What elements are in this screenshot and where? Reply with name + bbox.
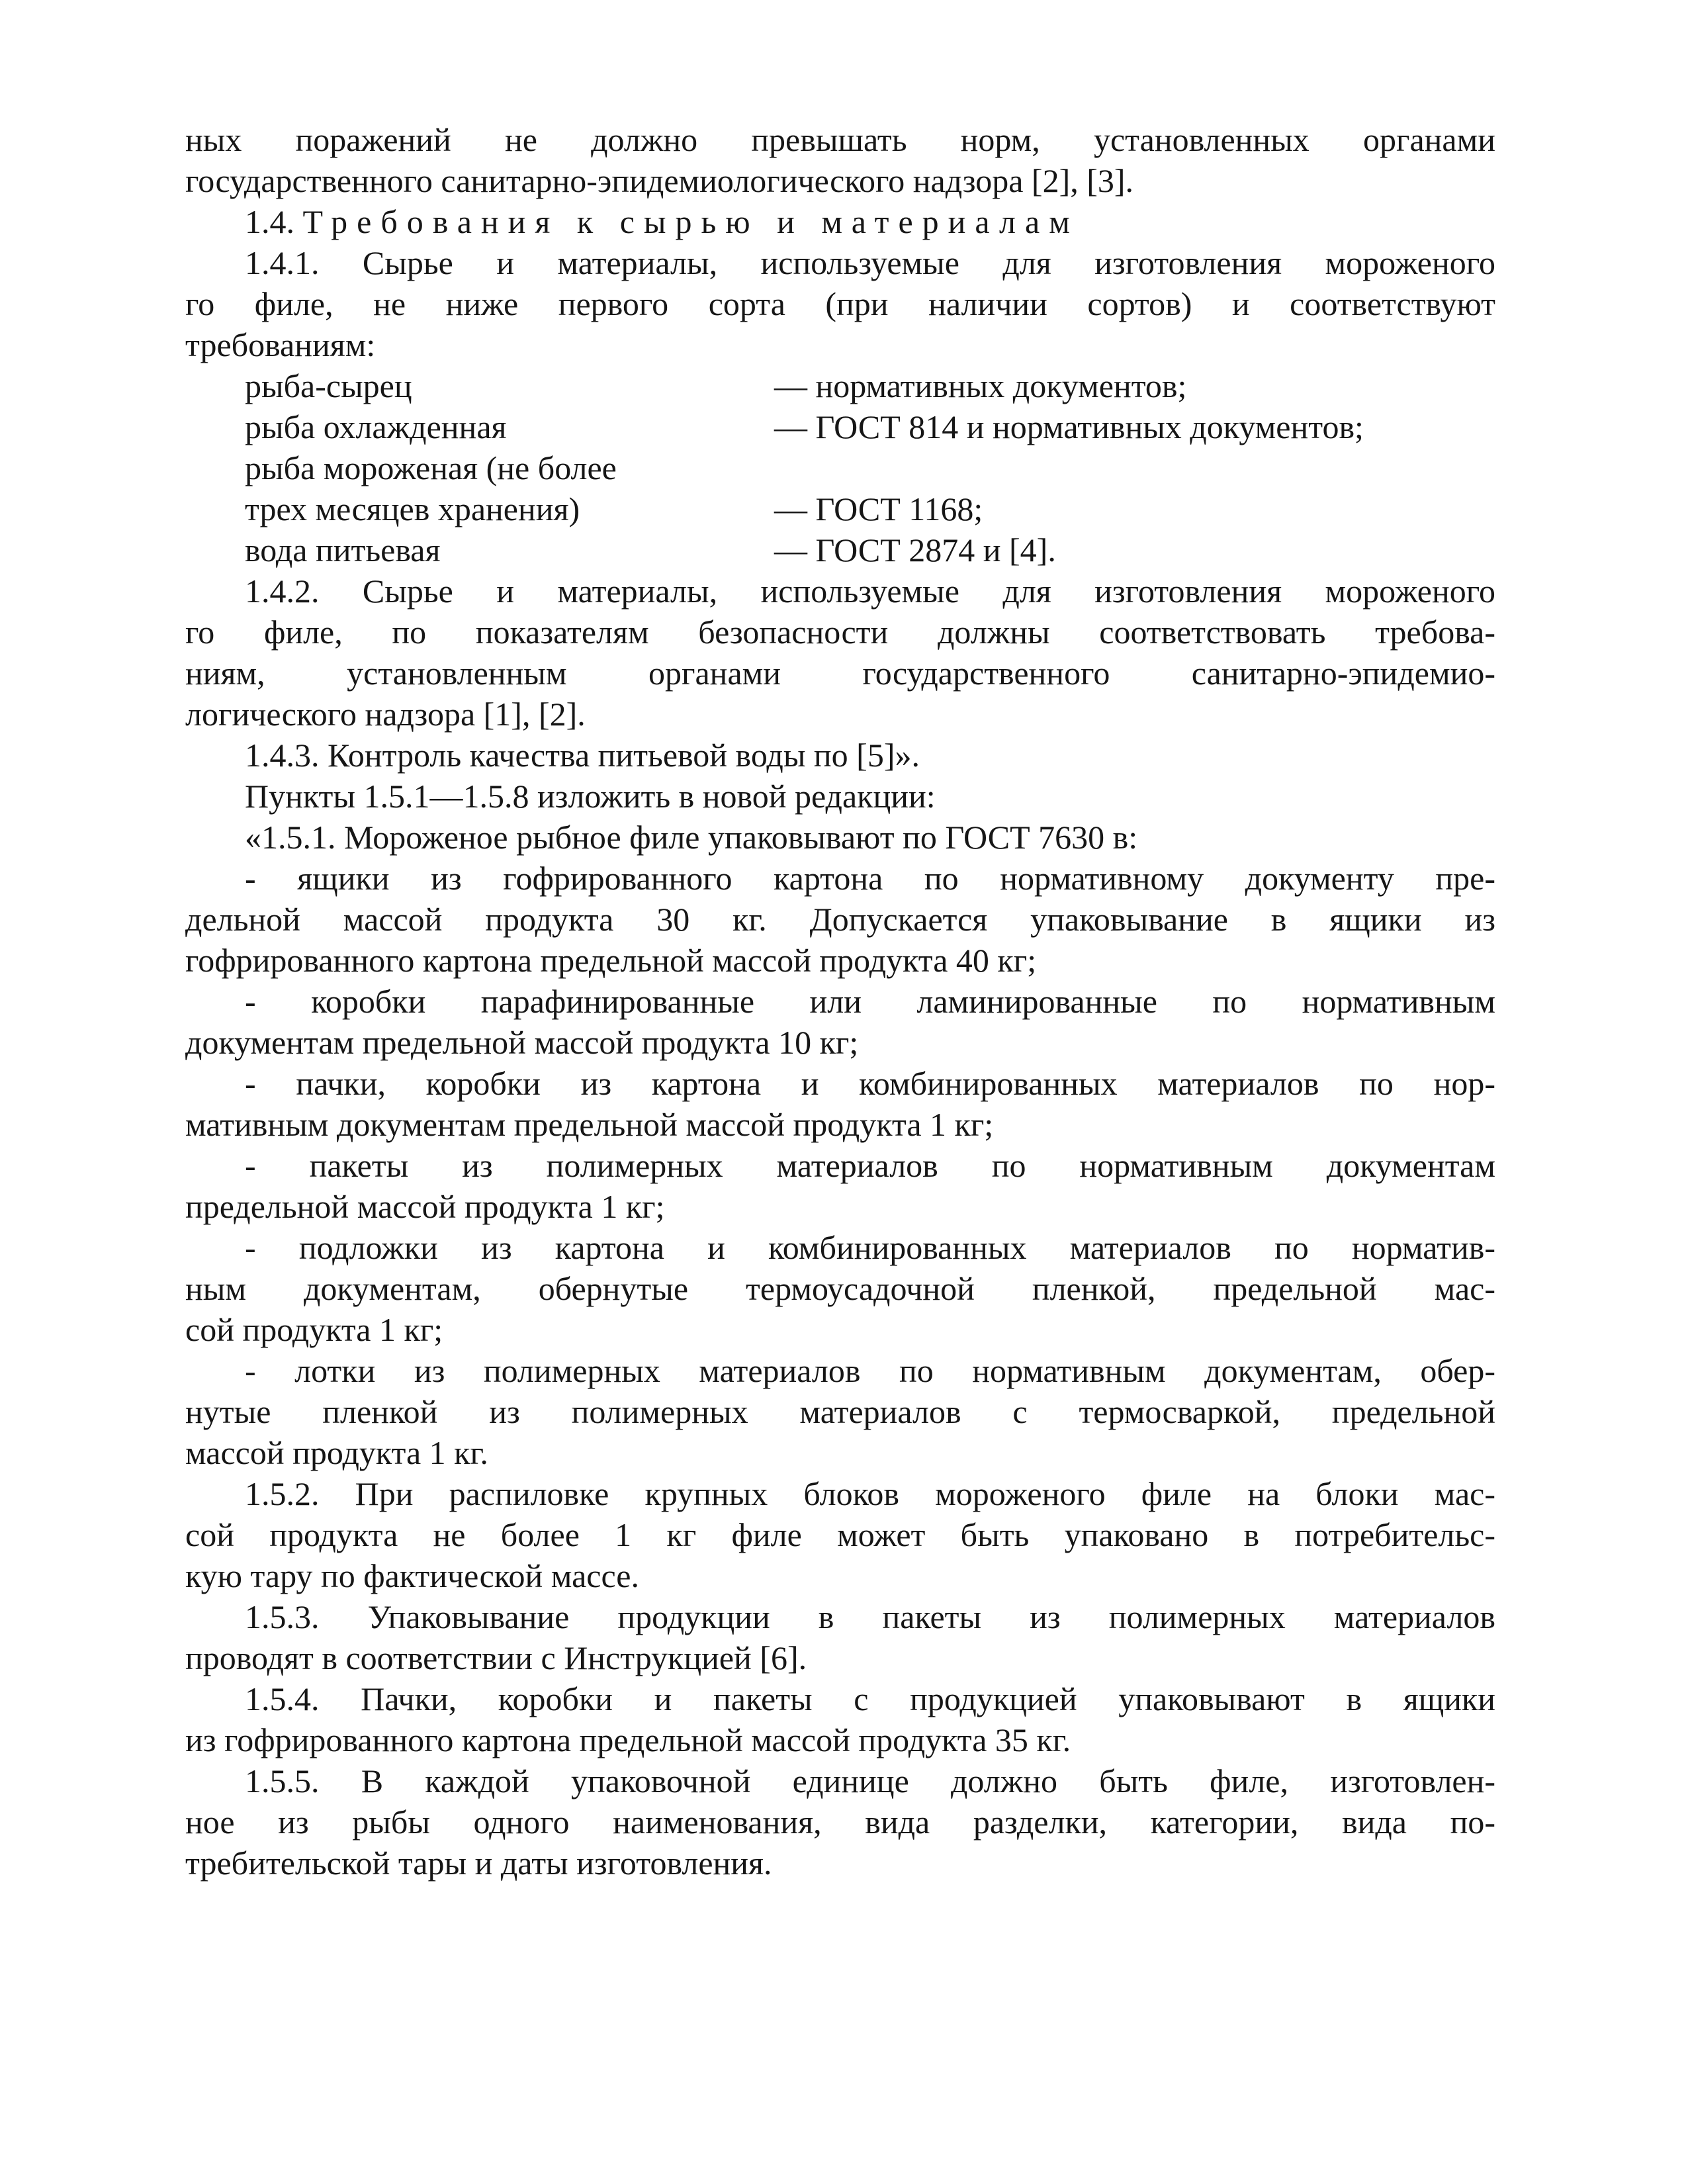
requirement-row — [245, 406, 1364, 447]
bullet-trays-polymer — [185, 1350, 1495, 1391]
requirement-name: рыба охлажденная — [245, 408, 507, 445]
paragraph-1-5-1: «1.5.1. Мороженое рыбное филе упаковывают по ГОСТ 7630 в: — [245, 819, 1138, 856]
paragraph-points: Пункты 1.5.1—1.5.8 изложить в новой редакции: — [245, 778, 936, 815]
paragraph-intro — [185, 119, 1495, 201]
requirement-name: рыба мороженая (не более — [245, 449, 617, 486]
requirement-value: — нормативных документов; — [774, 367, 1187, 404]
bullet-boxes — [185, 858, 1495, 899]
text-line: сой продукта не более 1 кг филе может быть упаковано в потребительс- — [185, 1516, 1495, 1553]
paragraph-1-4-3: 1.4.3. Контроль качества питьевой воды по [5]». — [245, 737, 920, 774]
text-line: массой продукта 1 кг. — [185, 1434, 488, 1471]
bullet-trays-cardboard-cont — [185, 1268, 1495, 1350]
requirements-table — [245, 365, 1364, 570]
paragraph-1-5-3 — [185, 1596, 1495, 1637]
bullet-bags-cont — [185, 1186, 1495, 1227]
text-line: из гофрированного картона предельной массой продукта 35 кг. — [185, 1721, 1071, 1758]
bullet-bags — [185, 1145, 1495, 1186]
text-line: 1.4.1. Сырье и материалы, используемые для изготовления мороженого — [245, 244, 1495, 281]
text-line: дельной массой продукта 30 кг. Допускается упаковывание в ящики из — [185, 901, 1495, 938]
requirement-name: вода питьевая — [245, 531, 441, 569]
text-line: кую тару по фактической массе. — [185, 1557, 639, 1594]
text-line: - ящики из гофрированного картона по нормативному документу пре- — [245, 860, 1495, 897]
text-line: проводят в соответствии с Инструкцией [6]. — [185, 1639, 807, 1676]
text-line: - пакеты из полимерных материалов по нормативным документам — [245, 1147, 1495, 1184]
paragraph-1-4-2-cont — [185, 612, 1495, 735]
text-line: нутые пленкой из полимерных материалов с термосваркой, предельной — [185, 1393, 1495, 1430]
requirement-value: — ГОСТ 1168; — [774, 490, 983, 527]
text-line: 1.5.2. При распиловке крупных блоков мороженого филе на блоки мас- — [245, 1475, 1495, 1512]
requirement-value-empty — [774, 447, 1364, 488]
text-line: требительской тары и даты изготовления. — [185, 1844, 772, 1882]
bullet-cartons-cont — [185, 1022, 1495, 1063]
text-line: - коробки парафинированные или ламинированные по нормативным — [245, 983, 1495, 1020]
bullet-trays-cardboard — [185, 1227, 1495, 1268]
paragraph-1-5-5-cont — [185, 1801, 1495, 1884]
text-line: го филе, по показателям безопасности должны соответствовать требова- — [185, 614, 1495, 651]
text-line: гофрированного картона предельной массой продукта 40 кг; — [185, 942, 1037, 979]
paragraph-1-4-1 — [185, 242, 1495, 283]
text-line: - пачки, коробки из картона и комбинированных материалов по нор- — [245, 1065, 1495, 1102]
text-line: 1.5.3. Упаковывание продукции в пакеты из полимерных материалов — [245, 1598, 1495, 1635]
text-line: требованиям: — [185, 326, 376, 363]
text-line: сой продукта 1 кг; — [185, 1311, 443, 1348]
text-line: - лотки из полимерных материалов по нормативным документам, обер- — [245, 1352, 1495, 1389]
text-line: ных поражений не должно превышать норм, установленных органами — [185, 121, 1495, 158]
requirement-name: рыба-сырец — [245, 367, 412, 404]
requirement-value: — ГОСТ 2874 и [4]. — [774, 531, 1056, 569]
text-line: го филе, не ниже первого сорта (при наличии сортов) и соответствуют — [185, 285, 1495, 322]
requirement-row — [245, 529, 1364, 570]
text-line: - подложки из картона и комбинированных материалов по норматив- — [245, 1229, 1495, 1266]
requirement-name: трех месяцев хранения) — [245, 490, 580, 527]
requirement-row — [245, 447, 1364, 488]
text-line: 1.4.2. Сырье и материалы, используемые для изготовления мороженого — [245, 572, 1495, 610]
bullet-trays-polymer-cont — [185, 1391, 1495, 1473]
section-title: Требования к сырью и материалам — [302, 203, 1079, 240]
text-line: государственного санитарно-эпидемиологического надзора [2], [3]. — [185, 162, 1134, 199]
paragraph-1-5-4-cont — [185, 1719, 1495, 1760]
bullet-boxes-cont — [185, 899, 1495, 981]
text-line: ное из рыбы одного наименования, вида разделки, категории, вида по- — [185, 1803, 1495, 1841]
text-line: логического надзора [1], [2]. — [185, 696, 586, 733]
section-heading-1-4 — [185, 201, 1495, 242]
section-number: 1.4. — [245, 203, 294, 240]
text-line: 1.5.5. В каждой упаковочной единице должно быть филе, изготовлен- — [245, 1762, 1495, 1799]
paragraph-1-5-2 — [185, 1473, 1495, 1514]
bullet-packs-cont — [185, 1104, 1495, 1145]
bullet-cartons — [185, 981, 1495, 1022]
text-line: ниям, установленным органами государственного санитарно-эпидемио- — [185, 655, 1495, 692]
paragraph-1-5-2-cont — [185, 1514, 1495, 1596]
bullet-packs — [185, 1063, 1495, 1104]
text-line: 1.5.4. Пачки, коробки и пакеты с продукцией упаковывают в ящики — [245, 1680, 1495, 1717]
text-line: ным документам, обернутые термоусадочной пленкой, предельной мас- — [185, 1270, 1495, 1307]
paragraph-1-5-4 — [185, 1678, 1495, 1719]
paragraph-1-5-5 — [185, 1760, 1495, 1801]
text-line: предельной массой продукта 1 кг; — [185, 1188, 665, 1225]
requirement-row — [245, 488, 1364, 529]
text-line: мативным документам предельной массой продукта 1 кг; — [185, 1106, 994, 1143]
paragraph-1-4-1-cont — [185, 283, 1495, 365]
paragraph-1-5-3-cont — [185, 1637, 1495, 1678]
paragraph-1-4-2 — [185, 570, 1495, 612]
requirement-row — [245, 365, 1364, 406]
document-page — [185, 119, 1495, 1884]
requirement-value: — ГОСТ 814 и нормативных документов; — [774, 408, 1364, 445]
text-line: документам предельной массой продукта 10 кг; — [185, 1024, 859, 1061]
